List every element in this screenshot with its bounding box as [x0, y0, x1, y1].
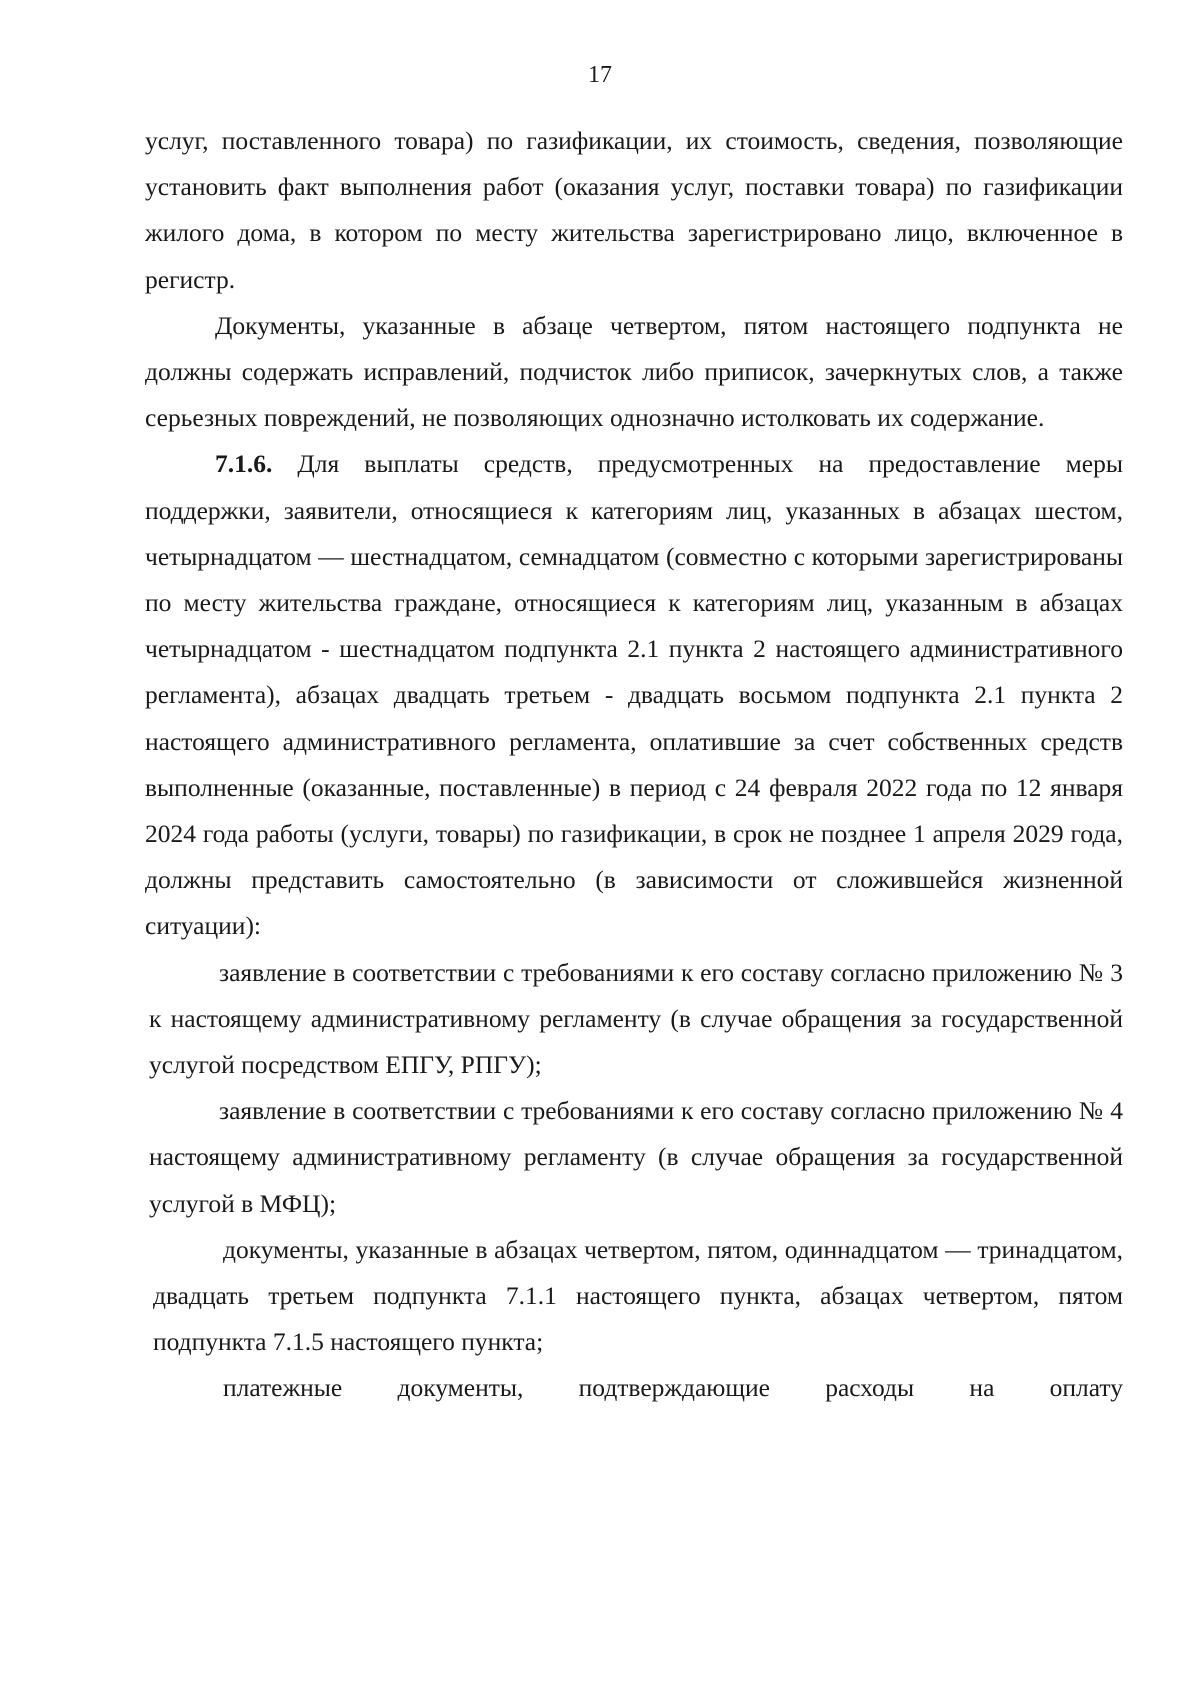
paragraph-payment-documents: платежные документы, подтверждающие расходы на оплату [223, 1373, 1123, 1403]
paragraph-7-1-6 [145, 441, 1123, 949]
clause-number: 7.1.6. [215, 449, 273, 479]
body-text [145, 118, 1123, 1412]
paragraph-continuation: услуг, поставленного товара) по газификации, их стоимость, сведения, позволяющие установить факт выполнения работ (оказания услуг, поставки товара) по газификации жилого дома, в котором по месту жительства зарегистрировано лицо, включенное в регистр. [145, 126, 1123, 294]
clause-text: Для выплаты средств, предусмотренных на предоставление меры поддержки, заявители, относящиеся к категориям лиц, указанных в абзацах шестом, четырнадцатом — шестнадцатом, семнадцатом (совместно с которыми зарегистрированы по месту жительства граждане, относящиеся к категориям лиц, указанным в абзацах четырнадцатом - шестнадцатом подпункта 2.1 пункта 2 настоящего административного регламента), абзацах двадцать третьем - двадцать восьмом подпункта 2.1 пункта 2 настоящего административного регламента, оплатившие за счет собственных средств выполненные (оказанные, поставленные) в период с 24 февраля 2022 года по 12 января 2024 года работы (услуги, товары) по газификации, в срок не позднее 1 апреля 2029 года, должны представить самостоятельно (в зависимости от сложившейся жизненной ситуации): [145, 449, 1123, 941]
paragraph-documents-list: документы, указанные в абзацах четвертом, пятом, одиннадцатом — тринадцатом, двадцать третьем подпункта 7.1.1 настоящего пункта, абзацах четвертом, пятом подпункта 7.1.5 настоящего пункта; [153, 1234, 1123, 1357]
paragraph-application-mfc: заявление в соответствии с требованиями к его составу согласно приложению № 4 настоящему административному регламенту (в случае обращения за государственной услугой в МФЦ); [149, 1096, 1123, 1218]
page-number: 17 [588, 62, 612, 88]
paragraph-application-epgu: заявление в соответствии с требованиями к его составу согласно приложению № 3 к настоящему административному регламенту (в случае обращения за государственной услугой посредством ЕПГУ, РПГУ); [149, 957, 1123, 1080]
paragraph-documents-requirements: Документы, указанные в абзаце четвертом, пятом настоящего подпункта не должны содержать исправлений, подчисток либо приписок, зачеркнутых слов, а также серьезных повреждений, не позволяющих однозначно истолковать их содержание. [145, 310, 1123, 433]
